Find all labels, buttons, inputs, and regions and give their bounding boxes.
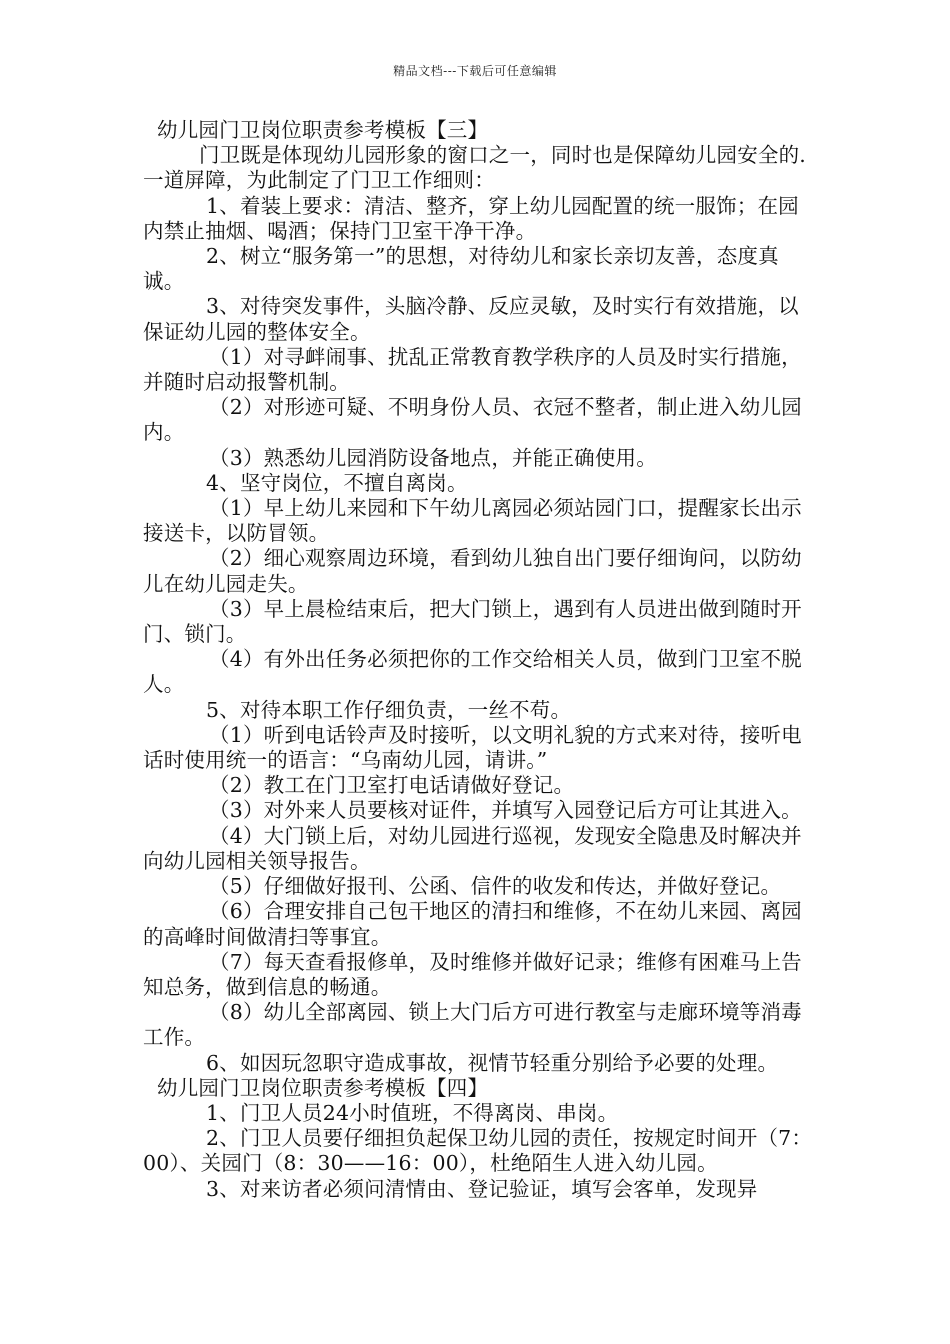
paragraph: 1、着装上要求：清洁、整齐，穿上幼儿园配置的统一服饰；在园内禁止抽烟、喝酒；保持门卫室干净干净。 [143, 193, 799, 243]
section-title: 幼儿园门卫岗位职责参考模板【三】 [157, 118, 489, 142]
paragraph: 3、对待突发事件，头脑冷静、反应灵敏，及时实行有效措施，以保证幼儿园的整体安全。 [143, 294, 799, 344]
paragraph: （5）仔细做好报刊、公函、信件的收发和传达，并做好登记。 [209, 874, 782, 899]
section-title: 幼儿园门卫岗位职责参考模板【四】 [157, 1075, 489, 1100]
paragraph: （3）早上晨检结束后，把大门锁上，遇到有人员进出做到随时开门、锁门。 [143, 596, 802, 647]
page-header: 精品文档---下载后可任意编辑 [393, 64, 557, 78]
paragraph: （7）每天查看报修单，及时维修并做好记录；维修有困难马上告知总务，做到信息的畅通。 [143, 949, 802, 999]
paragraph: （3）对外来人员要核对证件，并填写入园登记后方可让其进入。 [209, 798, 802, 823]
paragraph: （2）细心观察周边环境，看到幼儿独自出门要仔细询问，以防幼儿在幼儿园走失。 [143, 546, 802, 596]
paragraph: 门卫既是体现幼儿园形象的窗口之一，同时也是保障幼儿园安全的.一道屏障，为此制定了门卫工作细则： [143, 143, 807, 193]
paragraph: （1）听到电话铃声及时接听，以文明礼貌的方式来对待，接听电话时使用统一的语言：“乌南幼儿园，请讲。” [143, 722, 802, 773]
paragraph: 5、对待本职工作仔细负责，一丝不苟。 [206, 697, 572, 722]
paragraph: （6）合理安排自己包干地区的清扫和维修，不在幼儿来园、离园的高峰时间做清扫等事宜。 [143, 899, 802, 949]
paragraph: 4、坚守岗位，不擅自离岗。 [206, 470, 468, 495]
paragraph: （3）熟悉幼儿园消防设备地点，并能正确使用。 [209, 445, 657, 470]
paragraph: （4）大门锁上后，对幼儿园进行巡视，发现安全隐患及时解决并向幼儿园相关领导报告。 [143, 823, 802, 873]
paragraph: （1）早上幼儿来园和下午幼儿离园必须站园门口，提醒家长出示接送卡，以防冒领。 [143, 496, 802, 546]
paragraph: 2、树立“服务第一”的思想，对待幼儿和家长亲切友善，态度真诚。 [143, 244, 779, 294]
paragraph: 3、对来访者必须问清情由、登记验证，填写会客单，发现异 [206, 1176, 758, 1201]
paragraph: 6、如因玩忽职守造成事故，视情节轻重分别给予必要的处理。 [206, 1050, 779, 1075]
paragraph: （4）有外出任务必须把你的工作交给相关人员，做到门卫室不脱人。 [143, 647, 802, 697]
paragraph: （8）幼儿全部离园、锁上大门后方可进行教室与走廊环境等消毒工作。 [143, 1000, 802, 1050]
paragraph: 1、门卫人员24小时值班，不得离岗、串岗。 [206, 1100, 619, 1125]
paragraph: 2、门卫人员要仔细担负起保卫幼儿园的责任，按规定时间开（7：00）、关园门（8：30——16：00），杜绝陌生人进入幼儿园。 [143, 1126, 813, 1176]
paragraph: （2）对形迹可疑、不明身份人员、衣冠不整者，制止进入幼儿园内。 [143, 395, 802, 445]
paragraph: （1）对寻衅闹事、扰乱正常教育教学秩序的人员及时实行措施，并随时启动报警机制。 [143, 344, 802, 395]
document-body [143, 118, 818, 1202]
paragraph: （2）教工在门卫室打电话请做好登记。 [209, 773, 575, 798]
